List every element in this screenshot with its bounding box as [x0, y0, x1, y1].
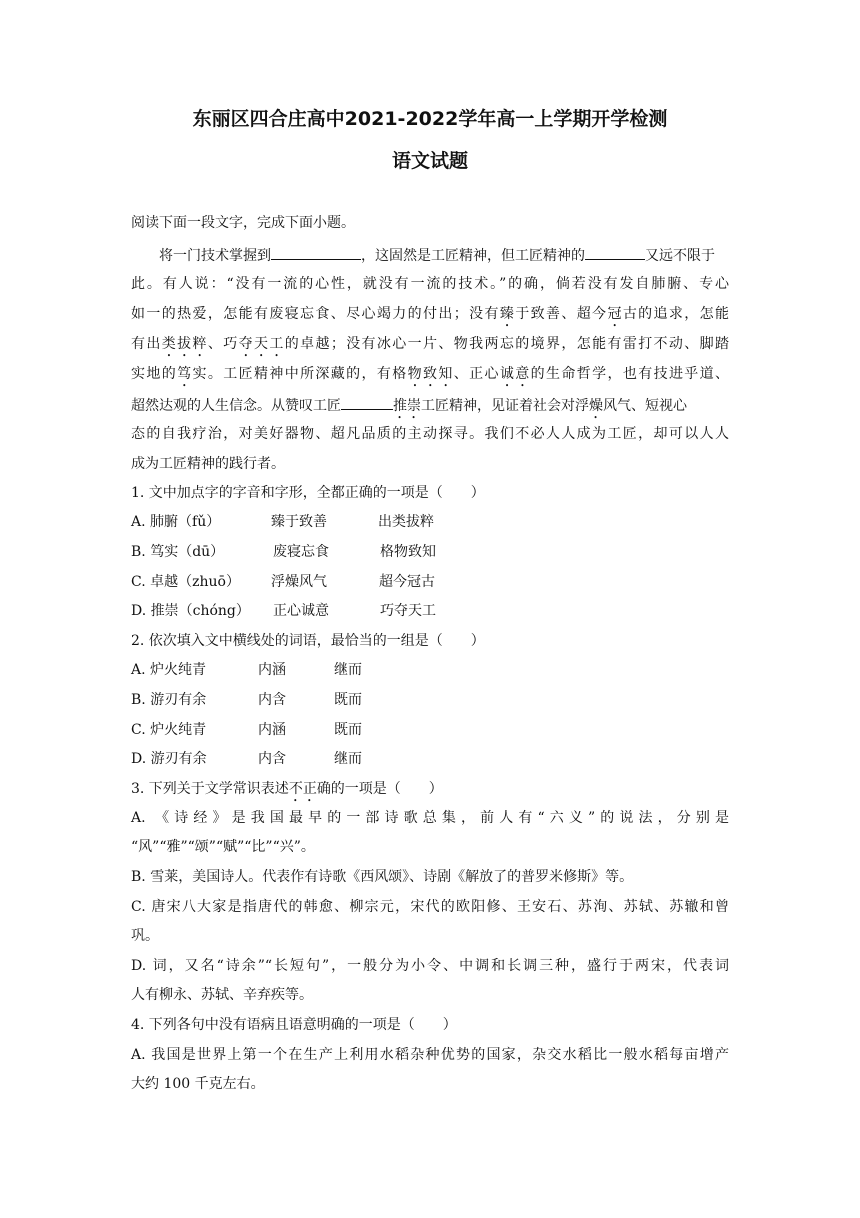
dotted-char: 物致知: [407, 366, 454, 382]
option-a-text: A. 《诗经》是我国最早的一部诗歌总集，前人有“六义”的说法，分别是: [131, 810, 729, 826]
option-d-word2: 继而: [334, 751, 362, 767]
question-stem: 2. 依次填入文中横线处的词语，最恰当的一组是（ ）: [131, 633, 485, 649]
option-d-text: D. 词，又名“诗余”“长短句”，一般分为小令、中调和长调三种，盛行于两宋，代表词: [131, 958, 729, 974]
option-c-word2: 超今冠古: [379, 574, 435, 590]
option-d-text-cont: 人有柳永、苏轼、辛弃疾等。: [131, 987, 313, 1003]
passage-line: 超然达观的人生信念。从赞叹工匠 推崇工匠精神，见证着社会对浮燥风气、短视心: [131, 395, 687, 422]
dotted-char: 臻: [499, 306, 516, 322]
option-d-word2: 巧夺天工: [380, 603, 436, 619]
dotted-char: 类拔粹: [161, 336, 208, 352]
option-a-text-cont: “风”“雅”“颂”“赋”“比”“兴”。: [131, 839, 315, 855]
option-b-word2: 格物致知: [380, 544, 436, 560]
option-a-text: A. 我国是世界上第一个在生产上利用水稻杂种优势的国家，杂交水稻比一般水稻每亩增产: [131, 1047, 729, 1063]
option-c-word2: 既而: [334, 722, 362, 738]
option-b-label: B. 笃实（dū）: [131, 544, 225, 560]
document-title: 东丽区四合庄高中2021-2022学年高一上学期开学检测: [192, 108, 668, 130]
passage-line: 有出类拔粹、巧夺天工的卓越；没有冰心一片、物我两忘的境界，怎能有雷打不动、脚踏: [131, 336, 730, 352]
passage-line: 成为工匠精神的践行者。: [131, 456, 285, 472]
fill-blank-3: [341, 395, 393, 410]
option-a-label: A. 肺腑（fǔ）: [131, 514, 221, 530]
option-c-text: C. 唐宋八大家是指唐代的韩愈、柳宗元，宋代的欧阳修、王安石、苏洵、苏轼、苏辙和曾: [131, 899, 729, 915]
option-b-label: B. 游刃有余: [131, 692, 207, 708]
option-c-label: C. 卓越（zhuō）: [131, 574, 240, 590]
option-d-word1: 内含: [258, 751, 286, 767]
option-c-label: C. 炉火纯青: [131, 722, 207, 738]
option-c-text-cont: 巩。: [131, 928, 159, 944]
option-a-word2: 继而: [334, 662, 362, 678]
dotted-char: 燥: [589, 398, 603, 414]
option-a-label: A. 炉火纯青: [131, 662, 207, 678]
option-b-word2: 既而: [334, 692, 362, 708]
option-a-word1: 内涵: [258, 662, 286, 678]
question-stem: 1. 文中加点字的字音和字形，全都正确的一项是（ ）: [131, 485, 485, 501]
option-b-word1: 废寝忘食: [273, 544, 329, 560]
document-subtitle: 语文试题: [391, 150, 468, 172]
question-stem: 3. 下列关于文学常识表述不正确的一项是（ ）: [131, 781, 443, 797]
option-b-word1: 内含: [258, 692, 286, 708]
option-c-word1: 内涵: [258, 722, 286, 738]
dotted-char: 冠: [607, 306, 623, 322]
option-a-word2: 出类拔粹: [378, 514, 434, 530]
reading-instruction: 阅读下面一段文字，完成下面小题。: [131, 215, 355, 231]
passage-line: 态的自我疗治，对美好器物、超凡品质的主动探寻。我们不必人人成为工匠，却可以人人: [131, 426, 729, 442]
option-d-word1: 正心诚意: [273, 603, 329, 619]
dotted-char: 夺天工: [238, 336, 285, 352]
option-a-word1: 臻于致善: [271, 514, 327, 530]
option-c-word1: 浮燥风气: [271, 574, 327, 590]
dotted-char: 正: [302, 781, 317, 797]
dotted-char: 笃: [177, 366, 193, 382]
fill-blank-2: [585, 245, 645, 260]
dotted-char: 诚意: [499, 366, 531, 382]
passage-line: 实地的笃实。工匠精神中所深藏的，有格物致知、正心诚意的生命哲学，也有技进乎道、: [131, 366, 730, 382]
passage-line: 将一门技术掌握到 ，这固然是工匠精神，但工匠精神的 又远不限于: [159, 245, 715, 265]
option-a-text-cont: 大约 100 千克左右。: [131, 1076, 265, 1092]
dotted-char: 不: [288, 781, 303, 797]
option-d-label: D. 推崇（chóng）: [131, 603, 250, 619]
passage-line: 此。有人说：“没有一流的心性，就没有一流的技术。”的确，倘若没有发自肺腑、专心: [131, 276, 729, 292]
option-b-text: B. 雪莱，美国诗人。代表作有诗歌《西风颂》、诗剧《解放了的普罗米修斯》等。: [131, 869, 634, 885]
option-d-label: D. 游刃有余: [131, 751, 207, 767]
dotted-char: 推崇: [393, 398, 421, 414]
passage-line: 如一的热爱，怎能有废寝忘食、尽心竭力的付出；没有臻于致善、超今冠古的追求，怎能: [131, 306, 730, 322]
question-stem: 4. 下列各句中没有语病且语意明确的一项是（ ）: [131, 1017, 457, 1033]
fill-blank-1: [271, 245, 361, 260]
